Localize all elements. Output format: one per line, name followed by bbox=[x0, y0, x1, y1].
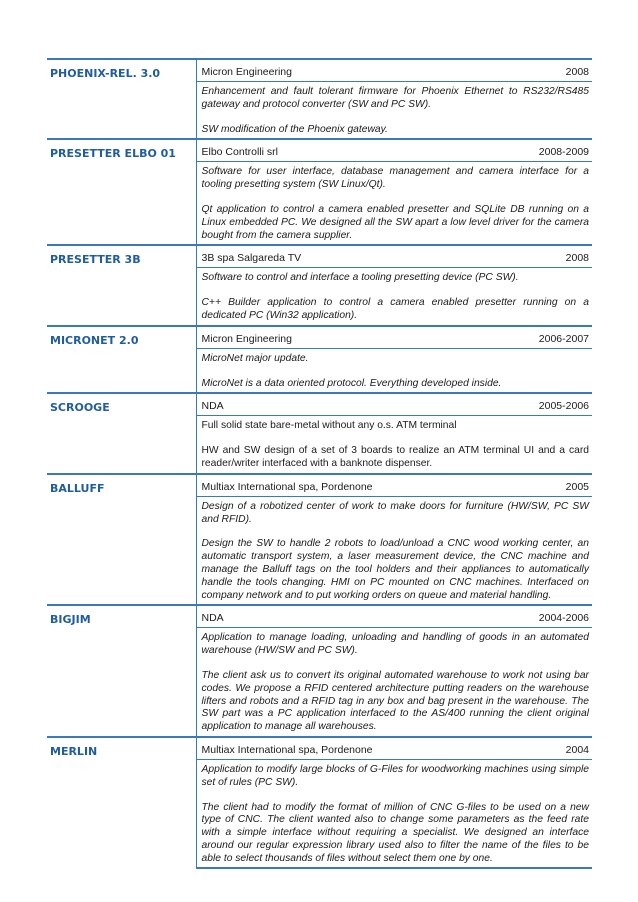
project-details: MicroNet is a data oriented protocol. Everything developed inside. bbox=[201, 377, 502, 389]
project-header-row bbox=[47, 605, 592, 628]
project-name: PRESETTER 3B bbox=[47, 245, 196, 325]
project-name: PHOENIX-REL. 3.0 bbox=[47, 59, 196, 139]
project-year: 2008-2009 bbox=[538, 146, 589, 159]
project-year: 2004-2006 bbox=[538, 612, 589, 625]
project-client: 3B spa Salgareda TV bbox=[201, 252, 302, 265]
project-year: 2005-2006 bbox=[538, 400, 589, 413]
project-summary: MicroNet major update. bbox=[201, 352, 309, 364]
project-table bbox=[47, 58, 592, 869]
project-year: 2006-2007 bbox=[538, 332, 589, 345]
project-summary: Full solid state bare-metal without any o.s. ATM terminal bbox=[201, 420, 457, 432]
project-summary: Design of a robotized center of work to make doors for furniture (HW/SW, PC SW and RFID). bbox=[201, 500, 589, 525]
project-year: 2008 bbox=[565, 66, 589, 78]
project-name: MICRONET 2.0 bbox=[47, 326, 196, 394]
project-details: HW and SW design of a set of 3 boards to realize an ATM terminal UI and a card reader/writer interfaced with a banknote dispenser. bbox=[201, 445, 589, 469]
project-client: Multiax International spa, Pordenone bbox=[201, 743, 373, 756]
project-header-row bbox=[47, 326, 592, 349]
project-summary: Application to modify large blocks of G-Files for woodworking machines using simple set of rules (PC SW). bbox=[201, 763, 589, 788]
project-name: SCROOGE bbox=[47, 393, 196, 473]
project-client: Micron Engineering bbox=[201, 332, 292, 345]
project-details: The client ask us to convert its original automated warehouse to work not using bar codes. We propose a RFID centered architecture putting readers on the warehouse lifters and robots and a RFID tag in any box and bag present in the warehouse. The SW part was a PC application interfaced to the AS/400 running the client original application to manage all warehouses. bbox=[201, 669, 589, 733]
project-client: Micron Engineering bbox=[201, 66, 292, 78]
project-name: PRESETTER ELBO 01 bbox=[47, 139, 196, 245]
project-summary: Software for user interface, database management and camera interface for a tooling presetting system (SW Linux/Qt). bbox=[201, 166, 589, 191]
project-summary: Software to control and interface a tooling presetting device (PC SW). bbox=[201, 272, 519, 284]
project-header-row bbox=[47, 245, 592, 268]
project-client: Multiax International spa, Pordenone bbox=[201, 480, 373, 493]
project-year: 2008 bbox=[565, 252, 589, 265]
project-details: The client had to modify the format of million of CNC G-files to be used on a new type of CNC. The client wanted also to change some parameters as the feed rate with a simple interface without requiring a specialist. We designed an interface around our regular expression library used also to filter the name of the files to be able to select thousands of files without select them one by one. bbox=[201, 801, 589, 864]
project-name: BALLUFF bbox=[47, 474, 196, 606]
project-details: C++ Builder application to control a camera enabled presetter running on a dedicated PC (Win32 application). bbox=[201, 297, 589, 321]
project-header-row bbox=[47, 737, 592, 760]
project-client: NDA bbox=[201, 400, 224, 413]
project-header-row bbox=[47, 474, 592, 497]
project-name: MERLIN bbox=[47, 737, 196, 869]
project-client: Elbo Controlli srl bbox=[201, 146, 278, 159]
project-header-row bbox=[47, 59, 592, 82]
project-year: 2005 bbox=[565, 480, 589, 493]
project-name: BIGJIM bbox=[47, 605, 196, 737]
project-details: Design the SW to handle 2 robots to load/unload a CNC wood working center, an automatic transport system, a laser measurement device, the CNC machine and manage the Balluff tags on the tool holders and their appliances to automatically handle the tools changing. HMI on PC mounted on CNC machines. Interfaced on company network and to put working orders on queue and material handling. bbox=[201, 538, 589, 601]
project-details: SW modification of the Phoenix gateway. bbox=[201, 123, 388, 135]
project-header-row bbox=[47, 393, 592, 416]
project-list bbox=[47, 58, 592, 869]
project-year: 2004 bbox=[565, 743, 589, 756]
project-summary: Application to manage loading, unloading and handling of goods in an automated warehouse (HW/SW and PC SW). bbox=[201, 632, 589, 657]
project-details: Qt application to control a camera enabled presetter and SQLite DB running on a Linux embedded PC. We designed all the SW apart a low level driver for the camera bought from the camera supplier. bbox=[201, 203, 589, 241]
project-header-row bbox=[47, 139, 592, 162]
project-client: NDA bbox=[201, 612, 224, 625]
project-summary: Enhancement and fault tolerant firmware for Phoenix Ethernet to RS232/RS485 gateway and protocol converter (SW and PC SW). bbox=[201, 86, 589, 110]
